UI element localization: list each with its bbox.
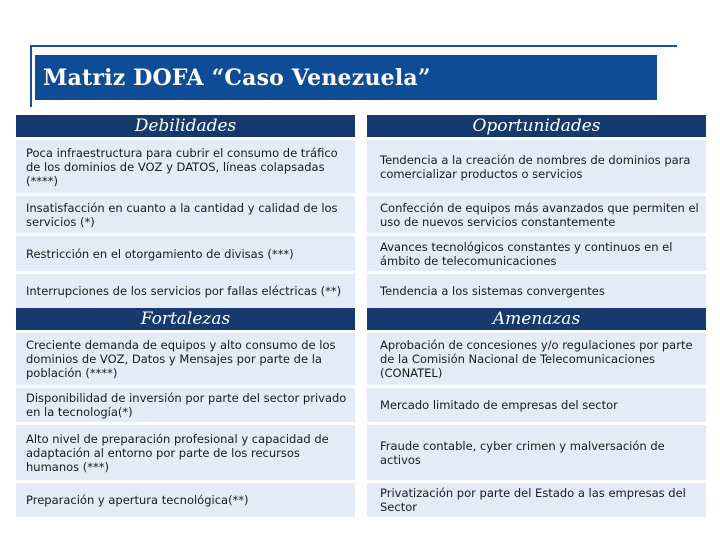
matrix-row bbox=[16, 271, 706, 308]
opportunity-cell: Avances tecnológicos constantes y continuos en el ámbito de telecomunicaciones bbox=[361, 233, 706, 271]
header-threats: Amenazas bbox=[361, 308, 706, 330]
matrix-row bbox=[16, 480, 706, 517]
opportunity-cell: Confección de equipos más avanzados que permiten el uso de nuevos servicios constantemente bbox=[361, 193, 706, 233]
strength-cell: Alto nivel de preparación profesional y capacidad de adaptación al entorno por parte de los recursos humanos (***) bbox=[16, 422, 361, 480]
matrix-row bbox=[16, 385, 706, 422]
threat-cell: Fraude contable, cyber crimen y malversación de activos bbox=[361, 422, 706, 480]
threat-cell: Privatización por parte del Estado a las empresas del Sector bbox=[361, 480, 706, 517]
matrix-row bbox=[16, 193, 706, 233]
opportunity-cell: Tendencia a los sistemas convergentes bbox=[361, 271, 706, 308]
dofa-matrix bbox=[16, 115, 706, 517]
weakness-cell: Interrupciones de los servicios por fallas eléctricas (**) bbox=[16, 271, 361, 308]
weakness-cell: Poca infraestructura para cubrir el consumo de tráfico de los dominios de VOZ y DATOS, líneas colapsadas (****) bbox=[16, 137, 361, 193]
strength-cell: Preparación y apertura tecnológica(**) bbox=[16, 480, 361, 517]
title-banner bbox=[35, 55, 657, 100]
header-row-strengths-threats bbox=[16, 308, 706, 330]
matrix-row bbox=[16, 330, 706, 385]
weakness-cell: Insatisfacción en cuanto a la cantidad y calidad de los servicios (*) bbox=[16, 193, 361, 233]
opportunity-cell: Tendencia a la creación de nombres de dominios para comercializar productos o servicios bbox=[361, 137, 706, 193]
weakness-cell: Restricción en el otorgamiento de divisas (***) bbox=[16, 233, 361, 271]
matrix-row bbox=[16, 233, 706, 271]
frame-top-line bbox=[30, 45, 677, 47]
strength-cell: Creciente demanda de equipos y alto consumo de los dominios de VOZ, Datos y Mensajes por parte de la población (****) bbox=[16, 330, 361, 385]
header-strengths: Fortalezas bbox=[16, 308, 361, 330]
matrix-row bbox=[16, 137, 706, 193]
header-weaknesses: Debilidades bbox=[16, 115, 361, 137]
header-row-weaknesses-opportunities bbox=[16, 115, 706, 137]
threat-cell: Aprobación de concesiones y/o regulaciones por parte de la Comisión Nacional de Telecomunicaciones (CONATEL) bbox=[361, 330, 706, 385]
frame-left-line bbox=[30, 45, 32, 107]
page-title: Matriz DOFA “Caso Venezuela” bbox=[43, 64, 431, 91]
header-opportunities: Oportunidades bbox=[361, 115, 706, 137]
strength-cell: Disponibilidad de inversión por parte del sector privado en la tecnología(*) bbox=[16, 385, 361, 422]
threat-cell: Mercado limitado de empresas del sector bbox=[361, 385, 706, 422]
matrix-row bbox=[16, 422, 706, 480]
